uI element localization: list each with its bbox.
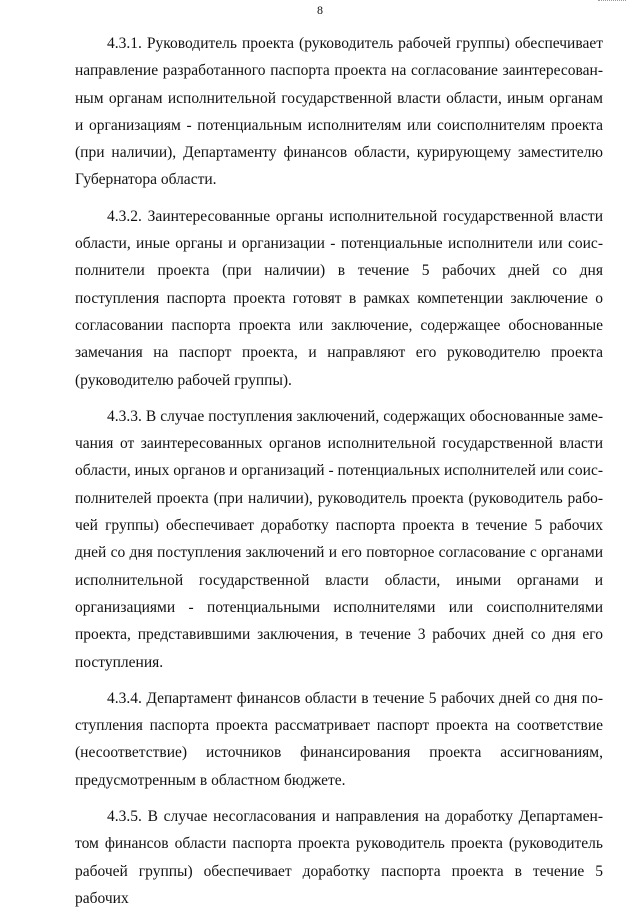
page-number: 8: [317, 3, 323, 17]
paragraph-number: 4.3.5.: [107, 808, 142, 826]
paragraph-4-3-5: [75, 803, 603, 912]
paragraph-4-3-3: [75, 403, 603, 676]
paragraph-number: 4.3.1.: [107, 35, 142, 52]
paragraph-4-3-1: [75, 30, 603, 194]
paragraph-text: Руководитель проекта (руководитель рабочей группы) обеспечивает направление разработанного паспорта проекта на согласование заинтересованным органам исполнительной государственной власти области, иным органам и организациям - потенциальным исполнителям или соисполнителям проекта (при наличии), Департаменту финансов области, курирующему заместителю Губернатора области.: [75, 35, 604, 189]
paragraph-text: В случае несогласования и направления на доработку Департаментом финансов области паспорта проекта руководитель проекта (руководитель рабочей группы) обеспечивает доработку паспорта проекта в течение 5 рабочих: [75, 808, 603, 907]
paragraph-number: 4.3.2.: [107, 207, 142, 225]
paragraph-4-3-4: [75, 685, 603, 794]
paragraph-text: В случае поступления заключений, содержащих обоснованные замечания от заинтересованных органов исполнительной государственной власти области, иных органов и организаций - потенциальных исполнителей или соисполнителей проекта (при наличии), руководитель проекта (руководитель рабочей группы) обеспечивает доработку паспорта проекта в течение 5 рабочих дней со дня поступления заключений и его повторное согласование с органами исполнительной государственной власти области, иными органами и организациями - потенциальными исполнителями или соисполнителями проекта, представившими заключения, в течение 3 рабочих дней со дня его поступления.: [75, 407, 603, 671]
paragraph-number: 4.3.3.: [107, 407, 142, 425]
paragraph-4-3-2: [75, 203, 603, 394]
paragraph-number: 4.3.4.: [107, 689, 142, 707]
paragraph-text: Заинтересованные органы исполнительной государственной власти области, иные органы и организации - потенциальные исполнители или соисполнители проекта (при наличии) в течение 5 рабочих дней со дня поступления паспорта проекта готовят в рамках компетенции заключение о согласовании паспорта проекта или заключение, содержащее обоснованные замечания на паспорт проекта, и направляют его руководителю проекта (руководителю рабочей группы).: [75, 207, 603, 389]
paragraph-text: Департамент финансов области в течение 5 рабочих дней со дня поступления паспорта проекта рассматривает паспорт проекта на соответствие (несоответствие) источников финансирования проекта ассигнованиям, предусмотренным в областном бюджете.: [75, 689, 604, 789]
document-body: [75, 30, 603, 921]
